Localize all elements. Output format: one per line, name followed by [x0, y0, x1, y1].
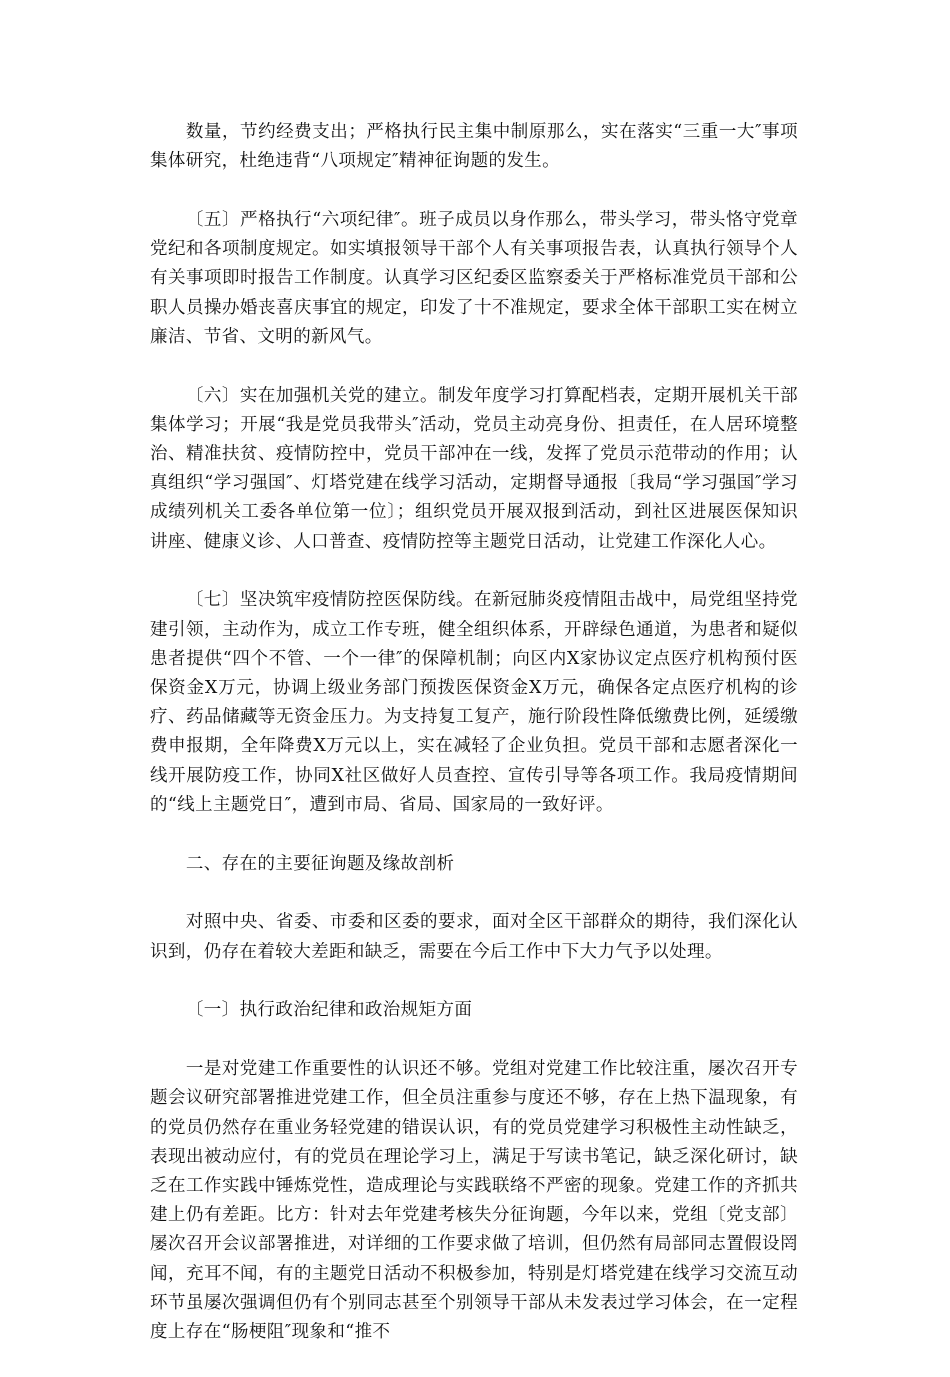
paragraph-continuation: 数量，节约经费支出；严格执行民主集中制原那么，实在落实“三重一大″事项集体研究，杜绝违背“八项规定″精神征询题的发生。: [150, 122, 798, 172]
document-page: [150, 118, 798, 1377]
paragraph-section-six: 〔六〕实在加强机关党的建立。制发年度学习打算配档表，定期开展机关干部集体学习；开展“我是党员我带头″活动，党员主动亮身份、担责任，在人居环境整治、精准扶贫、疫情防控中，党员干部冲在一线，发挥了党员示范带动的作用；认真组织“学习强国″、灯塔党建在线学习活动，定期督导通报〔我局“学习强国″学习成绩列机关工委各单位第一位〕；组织党员开展双报到活动，到社区进展医保知识讲座、健康义诊、人口普查、疫情防控等主题党日活动，让党建工作深化人心。: [150, 385, 798, 552]
paragraph-section-five: 〔五〕严格执行“六项纪律″。班子成员以身作那么，带头学习，带头恪守党章党纪和各项制度规定。如实填报领导干部个人有关事项报告表，认真执行领导个人有关事项即时报告工作制度。认真学习区纪委区监察委关于严格标准党员干部和公职人员操办婚丧喜庆事宜的规定，印发了十不准规定，要求全体干部职工实在树立廉洁、节省、文明的新风气。: [150, 210, 798, 347]
paragraph-problem-one: 一是对党建工作重要性的认识还不够。党组对党建工作比较注重，屡次召开专题会议研究部署推进党建工作，但全员注重参与度还不够，存在上热下温现象，有的党员仍然存在重业务轻党建的错误认识，有的党员党建学习积极性主动性缺乏，表现出被动应付，有的党员在理论学习上，满足于写读书笔记，缺乏深化研讨，缺乏在工作实践中锤炼党性，造成理论与实践联络不严密的现象。党建工作的齐抓共建上仍有差距。比方：针对去年党建考核失分征询题，今年以来，党组〔党支部〕屡次召开会议部署推进，对详细的工作要求做了培训，但仍然有局部同志置假设罔闻，充耳不闻，有的主题党日活动不积极参加，特别是灯塔党建在线学习交流互动环节虽屡次强调但仍有个别同志甚至个别领导干部从未发表过学习体会，在一定程度上存在“肠梗阻″现象和“推不: [150, 1059, 798, 1343]
paragraph-section-seven: 〔七〕坚决筑牢疫情防控医保防线。在新冠肺炎疫情阻击战中，局党组坚持党建引领，主动作为，成立工作专班，健全组织体系，开辟绿色通道，为患者和疑似患者提供“四个不管、一个一律″的保障机制；向区内X家协议定点医疗机构预付医保资金X万元，协调上级业务部门预拨医保资金X万元，确保各定点医疗机构的诊疗、药品储藏等无资金压力。为支持复工复产，施行阶段性降低缴费比例，延缓缴费申报期，全年降费X万元以上，实在减轻了企业负担。党员干部和志愿者深化一线开展防疫工作，协同X社区做好人员查控、宣传引导等各项工作。我局疫情期间的“线上主题党日″，遭到市局、省局、国家局的一致好评。: [150, 590, 798, 815]
heading-main-problems: 二、存在的主要征询题及缘故剖析: [185, 853, 455, 874]
heading-subsection-one: 〔一〕执行政治纪律和政治规矩方面: [185, 1000, 473, 1021]
paragraph-intro-problems: 对照中央、省委、市委和区委的要求，面对全区干部群众的期待，我们深化认识到，仍存在着较大差距和缺乏，需要在今后工作中下大力气予以处理。: [150, 912, 798, 962]
